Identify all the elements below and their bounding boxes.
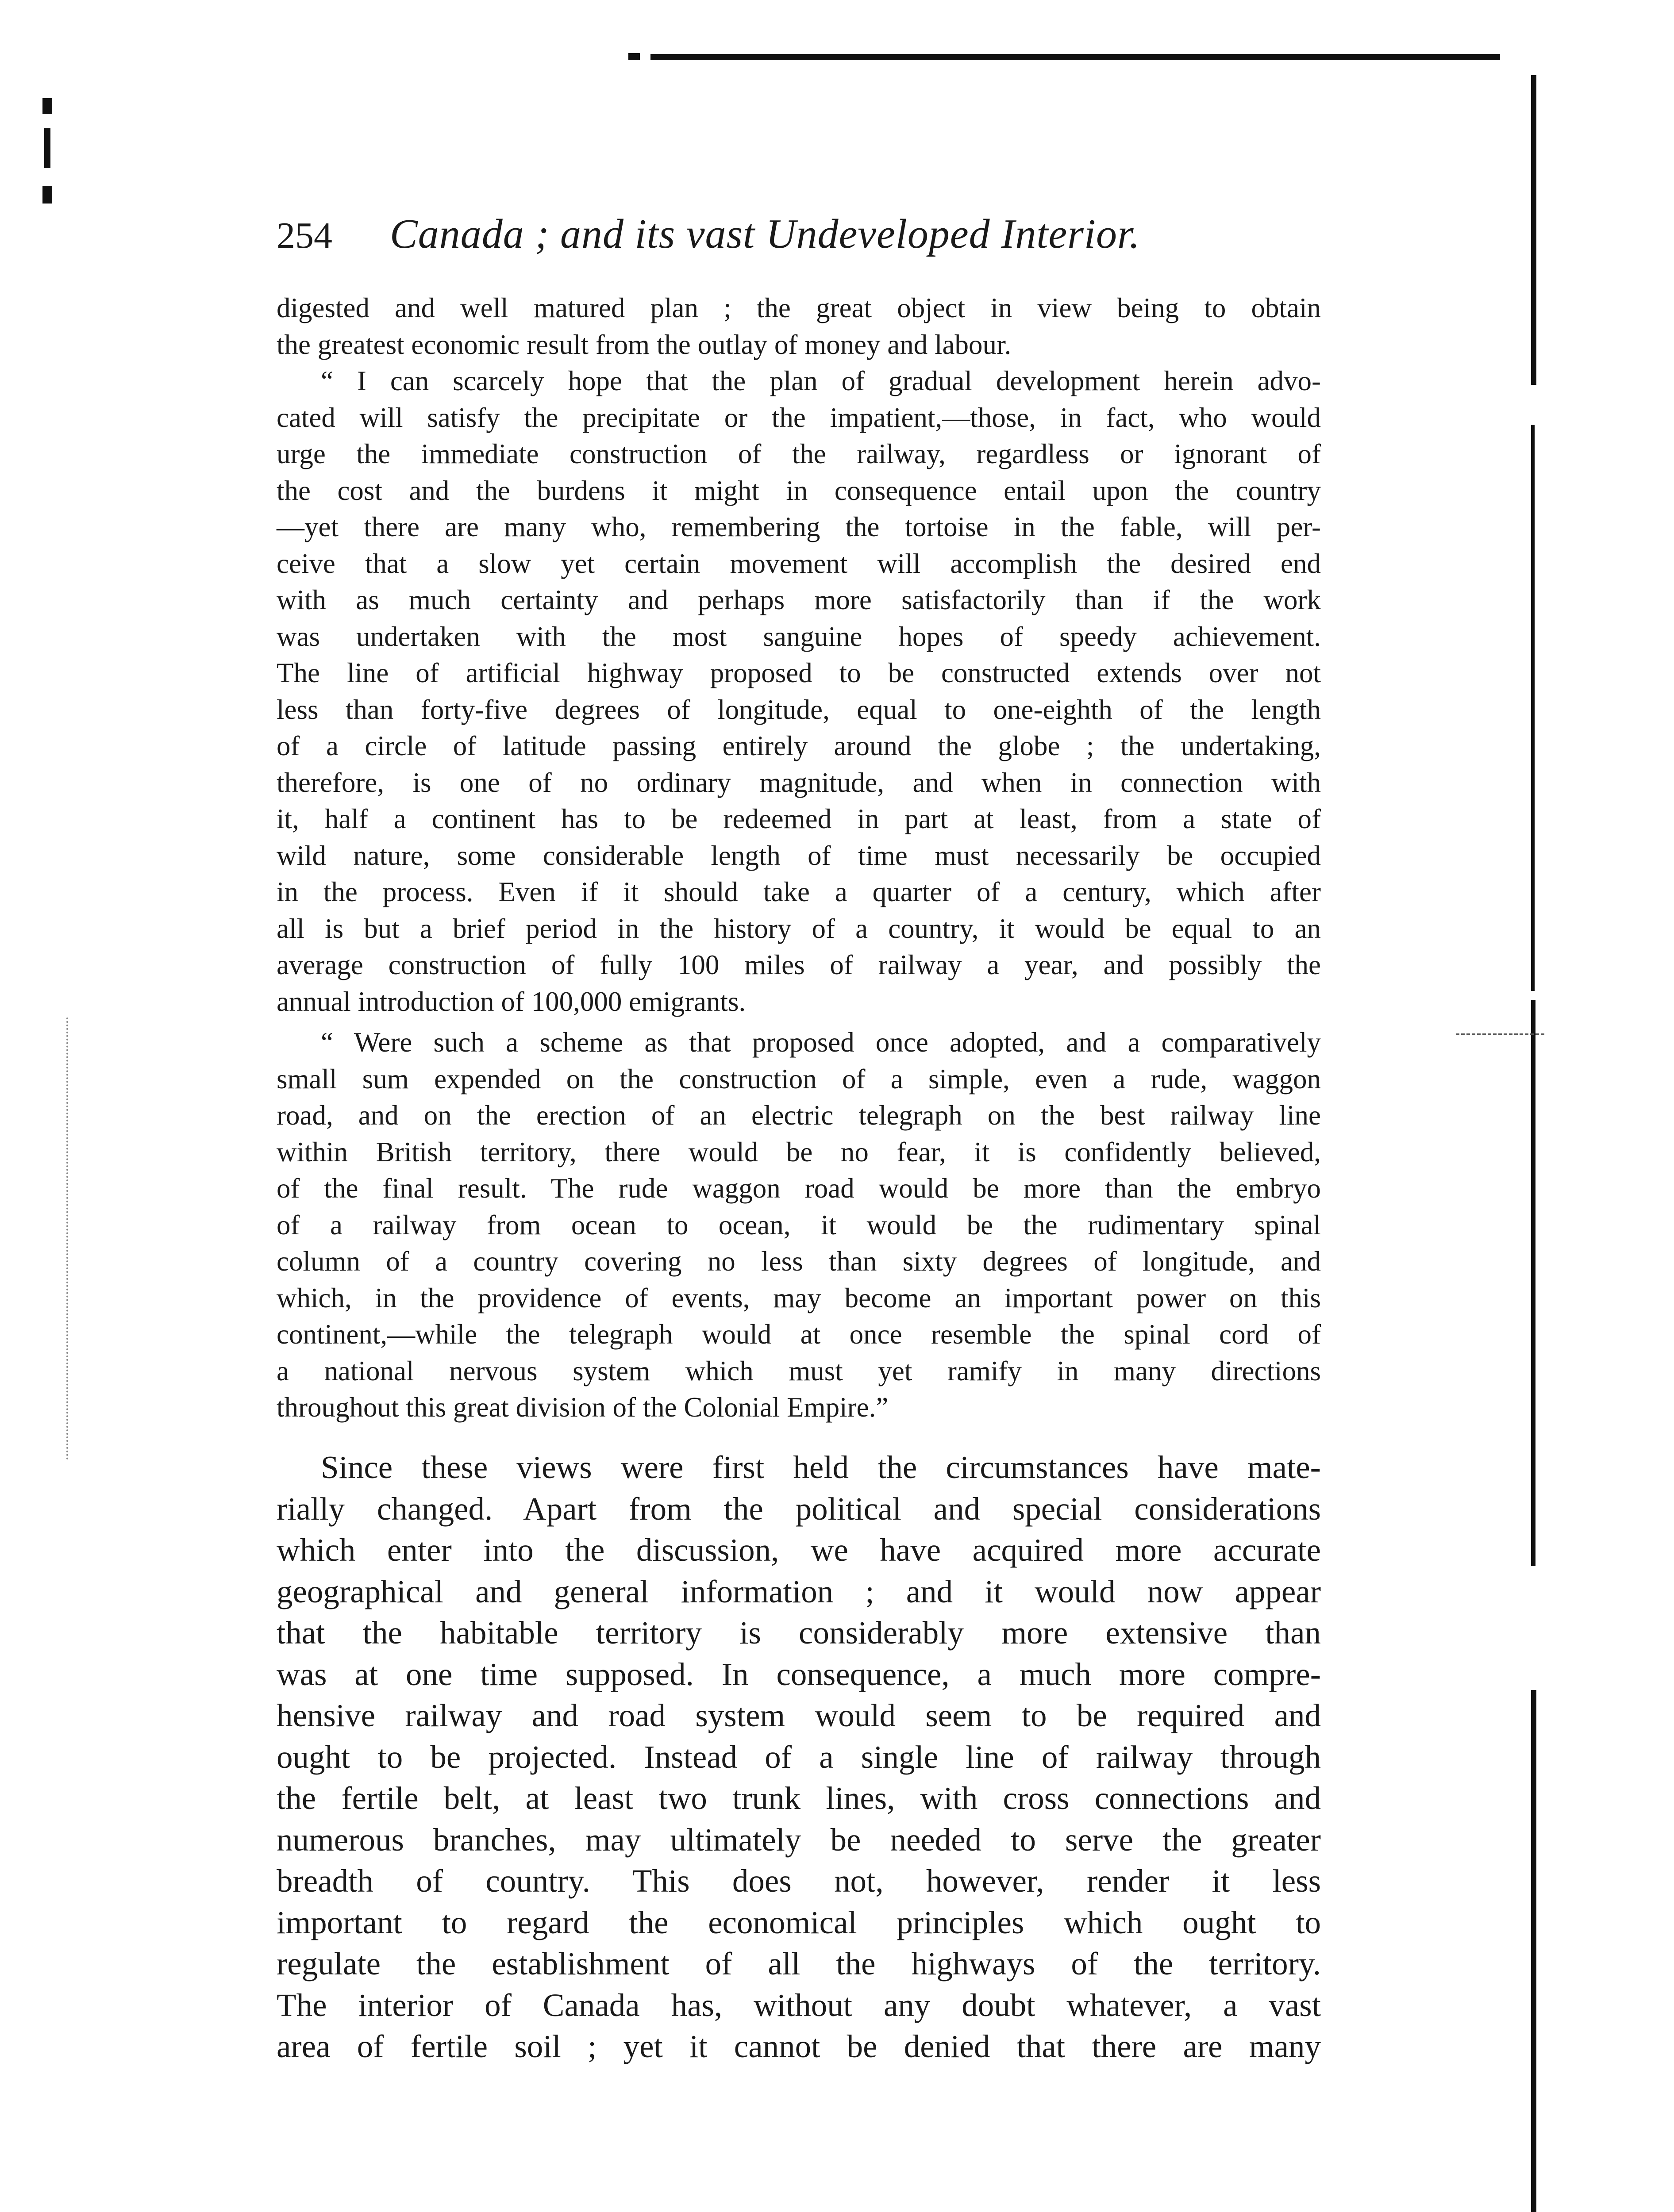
- text-line: within British territory, there would be no fear, it is confidently believed,: [277, 1136, 1321, 1167]
- text-line: was at one time supposed. In consequence, a much more compre-: [277, 1656, 1321, 1692]
- text-line: small sum expended on the construction of a simple, even a rude, waggon: [277, 1063, 1321, 1094]
- text-line: throughout this great division of the Colonial Empire.”: [277, 1392, 889, 1423]
- scan-mark-left-2: [44, 128, 50, 168]
- text-line: “ I can scarcely hope that the plan of gradual development herein advo-: [321, 365, 1321, 396]
- text-line: wild nature, some considerable length of time must necessarily be occupied: [277, 840, 1321, 871]
- text-line: the greatest economic result from the outlay of money and labour.: [277, 329, 1012, 360]
- quoted-paragraph-2: [277, 1024, 1321, 1426]
- body-paragraph: [277, 1447, 1321, 2067]
- text-line: column of a country covering no less than sixty degrees of longitude, and: [277, 1246, 1321, 1277]
- text-line: Since these views were first held the circumstances have mate-: [321, 1449, 1321, 1485]
- text-line: ought to be projected. Instead of a single line of railway through: [277, 1739, 1321, 1775]
- text-line: the cost and the burdens it might in consequence entail upon the country: [277, 475, 1321, 506]
- text-line: important to regard the economical principles which ought to: [277, 1904, 1321, 1940]
- text-line: the fertile belt, at least two trunk lines, with cross connections and: [277, 1780, 1321, 1816]
- text-line: breadth of country. This does not, however, render it less: [277, 1863, 1321, 1899]
- text-line: with as much certainty and perhaps more satisfactorily than if the work: [277, 584, 1321, 615]
- quoted-paragraph-1: [277, 363, 1321, 1020]
- text-line: annual introduction of 100,000 emigrants.: [277, 986, 746, 1017]
- text-line: ceive that a slow yet certain movement will accomplish the desired end: [277, 548, 1321, 579]
- text-line: a national nervous system which must yet ramify in many directions: [277, 1355, 1321, 1386]
- text-line: in the process. Even if it should take a quarter of a century, which after: [277, 876, 1321, 907]
- text-line: which enter into the discussion, we have acquired more accurate: [277, 1532, 1321, 1568]
- binding-edge-2: [1531, 425, 1535, 991]
- text-line: of a circle of latitude passing entirely around the globe ; the undertaking,: [277, 730, 1321, 761]
- scan-dots-left: [66, 1018, 68, 1460]
- text-line: average construction of fully 100 miles of railway a year, and possibly the: [277, 949, 1321, 980]
- scan-mark-left-1: [42, 98, 52, 114]
- running-title: Canada ; and its vast Undeveloped Interior.: [390, 211, 1140, 257]
- text-line: of the final result. The rude waggon road would be more than the embryo: [277, 1173, 1321, 1204]
- text-line: it, half a continent has to be redeemed in part at least, from a state of: [277, 803, 1321, 834]
- text-line: geographical and general information ; and it would now appear: [277, 1573, 1321, 1609]
- scan-mark-top-dot: [628, 53, 640, 60]
- text-line: area of fertile soil ; yet it cannot be denied that there are many: [277, 2028, 1321, 2064]
- paragraph-continuation: [277, 290, 1321, 363]
- text-line: which, in the providence of events, may become an important power on this: [277, 1282, 1321, 1313]
- text-line: was undertaken with the most sanguine hopes of speedy achievement.: [277, 621, 1321, 652]
- text-line: cated will satisfy the precipitate or the impatient,—those, in fact, who would: [277, 402, 1321, 433]
- binding-edge-4: [1531, 1690, 1536, 2212]
- binding-edge-1: [1531, 75, 1536, 385]
- text-line: urge the immediate construction of the railway, regardless or ignorant of: [277, 438, 1321, 469]
- text-line: hensive railway and road system would seem to be required and: [277, 1697, 1321, 1733]
- text-line: continent,—while the telegraph would at once resemble the spinal cord of: [277, 1319, 1321, 1350]
- text-line: road, and on the erection of an electric telegraph on the best railway line: [277, 1100, 1321, 1131]
- text-line: regulate the establishment of all the highways of the territory.: [277, 1946, 1321, 1982]
- scan-mark-left-3: [42, 186, 52, 204]
- text-line: The interior of Canada has, without any doubt whatever, a vast: [277, 1987, 1321, 2023]
- text-line: all is but a brief period in the history of a country, it would be equal to an: [277, 913, 1321, 944]
- text-line: The line of artificial highway proposed to be constructed extends over not: [277, 657, 1321, 688]
- text-line: therefore, is one of no ordinary magnitude, and when in connection with: [277, 767, 1321, 798]
- text-line: less than forty-five degrees of longitude, equal to one-eighth of the length: [277, 694, 1321, 725]
- text-line: digested and well matured plan ; the great object in view being to obtain: [277, 292, 1321, 323]
- scan-dash-mid: [1456, 1033, 1544, 1035]
- text-line: of a railway from ocean to ocean, it would be the rudimentary spinal: [277, 1209, 1321, 1240]
- text-line: “ Were such a scheme as that proposed once adopted, and a comparatively: [321, 1027, 1321, 1058]
- page-number: 254: [277, 215, 332, 256]
- text-line: rially changed. Apart from the political and special considerations: [277, 1490, 1321, 1527]
- text-line: that the habitable territory is considerably more extensive than: [277, 1615, 1321, 1651]
- text-line: numerous branches, may ultimately be needed to serve the greater: [277, 1821, 1321, 1858]
- text-line: —yet there are many who, remembering the tortoise in the fable, will per-: [277, 511, 1321, 542]
- scan-rule-top: [650, 54, 1500, 60]
- page-header: [277, 210, 1339, 268]
- binding-edge-3: [1531, 1000, 1535, 1566]
